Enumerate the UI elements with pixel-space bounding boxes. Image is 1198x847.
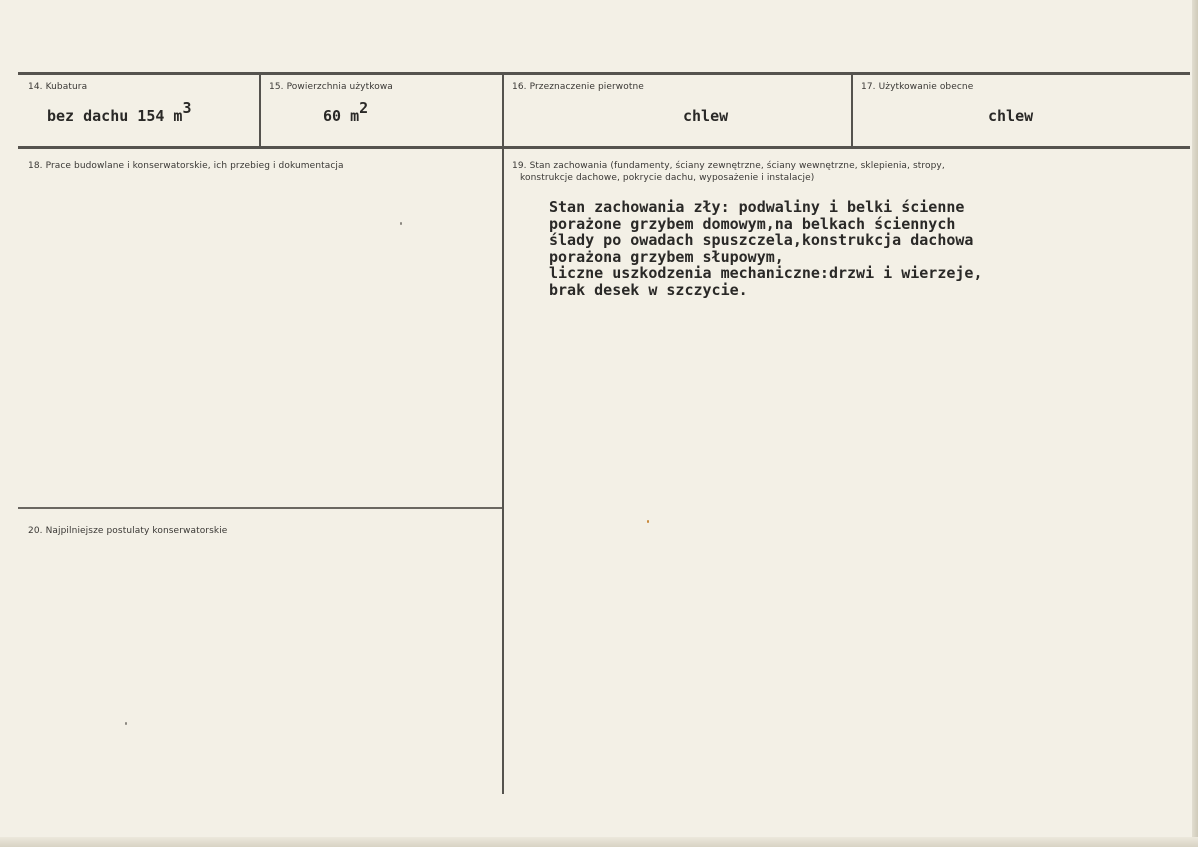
field-20-label: 20. Najpilniejsze postulaty konserwatorskie xyxy=(28,526,228,536)
field-15-value xyxy=(323,99,369,125)
field-19-line-3: ślady po owadach spuszczela,konstrukcja dachowa xyxy=(549,231,974,250)
field-14-value-text: bez dachu 154 m xyxy=(47,107,183,125)
field-19-label-line-2: konstrukcje dachowe, pokrycie dachu, wyposażenie i instalacje) xyxy=(520,173,815,183)
field-19-typed-text xyxy=(549,199,982,299)
field-14-unit-exponent: 3 xyxy=(182,99,192,117)
card-right-edge xyxy=(1192,0,1198,847)
field-19-line-4: porażona grzybem słupowym, xyxy=(549,247,784,266)
field-15-unit-exponent: 2 xyxy=(359,99,369,117)
paper-speck xyxy=(400,222,402,225)
divider-16-17 xyxy=(851,74,853,147)
field-15-label: 15. Powierzchnia użytkowa xyxy=(269,82,393,92)
field-15-value-text: 60 m xyxy=(323,107,360,125)
middle-rule xyxy=(18,146,1190,149)
field-14-label: 14. Kubatura xyxy=(28,82,88,92)
field-19-line-5: liczne uszkodzenia mechaniczne:drzwi i wierzeje, xyxy=(549,264,983,283)
divider-15-16 xyxy=(502,74,504,147)
section-20-rule xyxy=(18,507,502,509)
field-18-label: 18. Prace budowlane i konserwatorskie, ich przebieg i dokumentacja xyxy=(28,161,344,171)
field-19-label-line-1: 19. Stan zachowania (fundamenty, ściany zewnętrzne, ściany wewnętrzne, sklepienia, stropy, xyxy=(512,161,945,171)
paper-speck xyxy=(125,722,127,725)
card-bottom-edge xyxy=(0,837,1198,847)
divider-left-right xyxy=(502,148,504,794)
paper-speck xyxy=(647,520,649,523)
divider-14-15 xyxy=(259,74,261,147)
field-19-line-2: porażone grzybem domowym,na belkach ściennych xyxy=(549,214,956,233)
field-17-label: 17. Użytkowanie obecne xyxy=(861,82,974,92)
field-16-label: 16. Przeznaczenie pierwotne xyxy=(512,82,644,92)
field-16-value: chlew xyxy=(683,107,729,125)
top-rule xyxy=(18,72,1190,75)
field-19-line-1: Stan zachowania zły: podwaliny i belki ścienne xyxy=(549,198,965,216)
field-17-value: chlew xyxy=(988,107,1034,125)
field-19-line-6: brak desek w szczycie. xyxy=(549,280,748,299)
field-14-value xyxy=(47,99,192,125)
